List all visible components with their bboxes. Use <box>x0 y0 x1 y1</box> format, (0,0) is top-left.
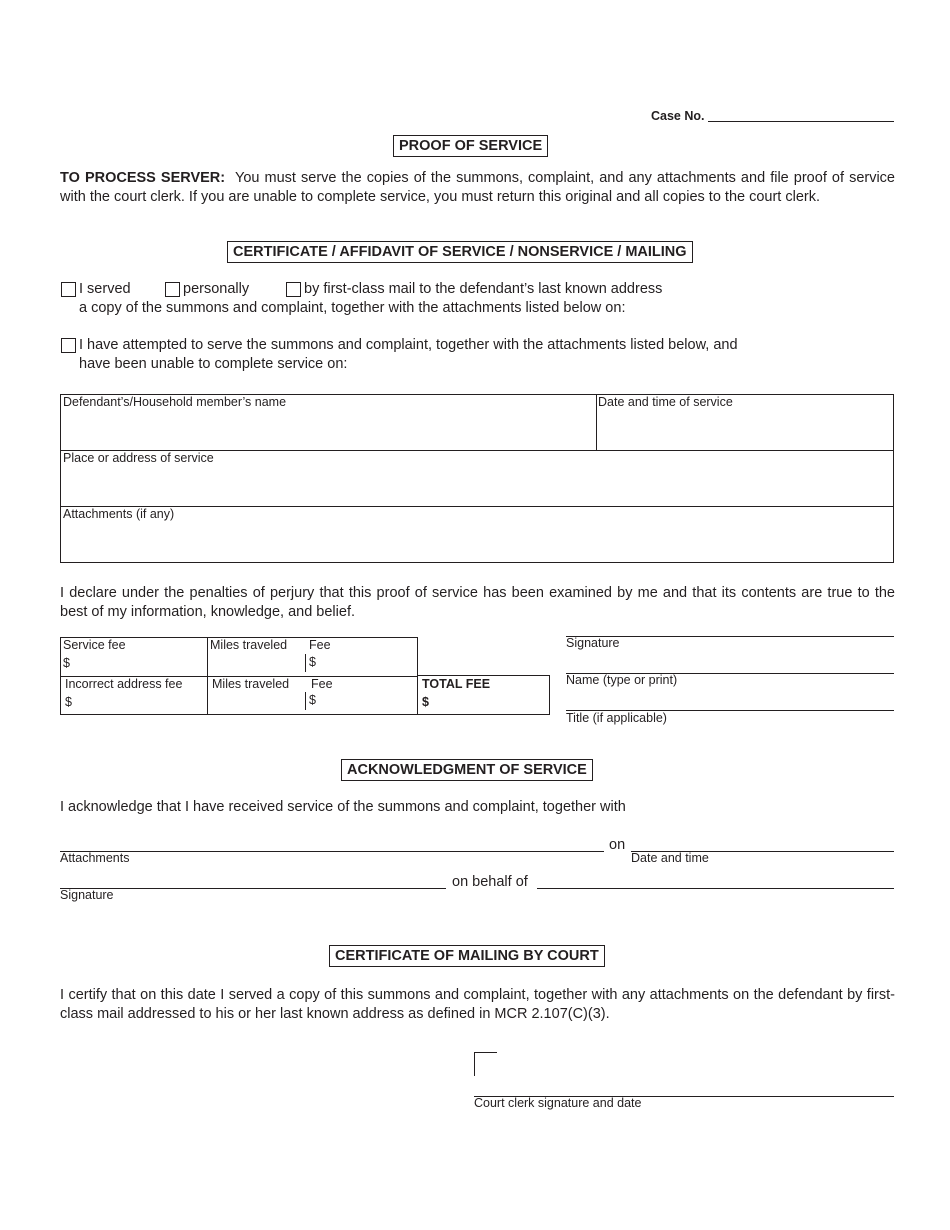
served-description: a copy of the summons and complaint, together with the attachments listed below on: <box>79 300 626 316</box>
ack-signature-line[interactable] <box>60 888 446 889</box>
process-server-instructions <box>60 169 895 207</box>
service-fee-label: Service fee <box>63 638 126 652</box>
fee-label-1: Fee <box>309 638 331 652</box>
i-served-label: I served <box>79 281 131 297</box>
service-table <box>60 394 894 563</box>
defendant-name-field[interactable]: Defendant’s/Household member’s name <box>63 395 287 409</box>
personally-label: personally <box>183 281 250 297</box>
signature-label: Signature <box>566 636 620 650</box>
date-time-of-service-field[interactable]: Date and time of service <box>598 395 733 409</box>
fee-dollar-tick-2 <box>305 692 306 710</box>
clerk-stamp-corner-icon <box>474 1052 497 1076</box>
certificate-title: CERTIFICATE / AFFIDAVIT OF SERVICE / NONSERVICE / MAILING <box>227 241 693 263</box>
name-label: Name (type or print) <box>566 673 678 687</box>
miles-traveled-label-2[interactable]: Miles traveled <box>212 677 290 691</box>
mailing-certificate-text: I certify that on this date I served a copy of this summons and complaint, together with any attachments on the defendant by first-class mail addressed to his or her last known address as defined in MCR 2.107(C)(3). <box>60 987 895 1022</box>
mailing-certificate-title: CERTIFICATE OF MAILING BY COURT <box>329 945 605 967</box>
attempted-service-checkbox[interactable] <box>61 338 76 353</box>
perjury-declaration: I declare under the penalties of perjury that this proof of service has been examined by me and that its contents are true to the best of my information, knowledge, and belief. <box>60 585 895 620</box>
instructions-text: You must serve the copies of the summons, complaint, and any attachments and file proof of service with the court clerk. If you are unable to complete service, you must return this original and all copies to the court clerk. <box>60 170 895 205</box>
ack-on-behalf-label: on behalf of <box>452 874 528 890</box>
total-fee-dollar: $ <box>422 695 429 709</box>
table-divider-2 <box>60 506 894 507</box>
personally-checkbox[interactable] <box>165 282 180 297</box>
fee-dollar-1[interactable]: $ <box>309 655 316 669</box>
instructions-heading: TO PROCESS SERVER: <box>60 170 226 186</box>
miles-traveled-label-1[interactable]: Miles traveled <box>210 638 288 652</box>
ack-date-time-label: Date and time <box>631 851 709 865</box>
i-served-checkbox[interactable] <box>61 282 76 297</box>
ack-attachments-label: Attachments <box>60 851 130 865</box>
attachments-field[interactable]: Attachments (if any) <box>63 507 175 521</box>
first-class-mail-checkbox[interactable] <box>286 282 301 297</box>
first-class-mail-label: by first-class mail to the defendant’s last known address <box>304 281 663 297</box>
total-fee-label: TOTAL FEE <box>422 677 491 691</box>
acknowledgment-title: ACKNOWLEDGMENT OF SERVICE <box>341 759 593 781</box>
case-no-field[interactable] <box>708 121 894 122</box>
fee-dollar-2[interactable]: $ <box>309 693 316 707</box>
ack-signature-label: Signature <box>60 888 114 902</box>
proof-of-service-title: PROOF OF SERVICE <box>393 135 548 157</box>
attempted-line-2: have been unable to complete service on: <box>79 356 348 372</box>
table-divider-vertical <box>596 394 597 451</box>
ack-on-label: on <box>609 837 626 853</box>
fee-label-2: Fee <box>311 677 333 691</box>
title-label: Title (if applicable) <box>566 711 667 725</box>
place-of-service-field[interactable]: Place or address of service <box>63 451 214 465</box>
ack-attachments-line[interactable] <box>60 851 604 852</box>
incorrect-address-fee-label: Incorrect address fee <box>65 677 183 691</box>
incorrect-address-dollar[interactable]: $ <box>65 695 72 709</box>
fee-dollar-tick-1 <box>305 654 306 672</box>
ack-on-behalf-line[interactable] <box>537 888 894 889</box>
clerk-signature-label: Court clerk signature and date <box>474 1096 642 1110</box>
acknowledgment-text: I acknowledge that I have received service of the summons and complaint, together with <box>60 799 626 815</box>
service-fee-dollar[interactable]: $ <box>63 656 70 670</box>
case-no-label: Case No. <box>651 109 705 123</box>
fee-col-divider <box>207 637 208 715</box>
attempted-line-1: I have attempted to serve the summons and complaint, together with the attachments listed below, and <box>79 337 738 353</box>
